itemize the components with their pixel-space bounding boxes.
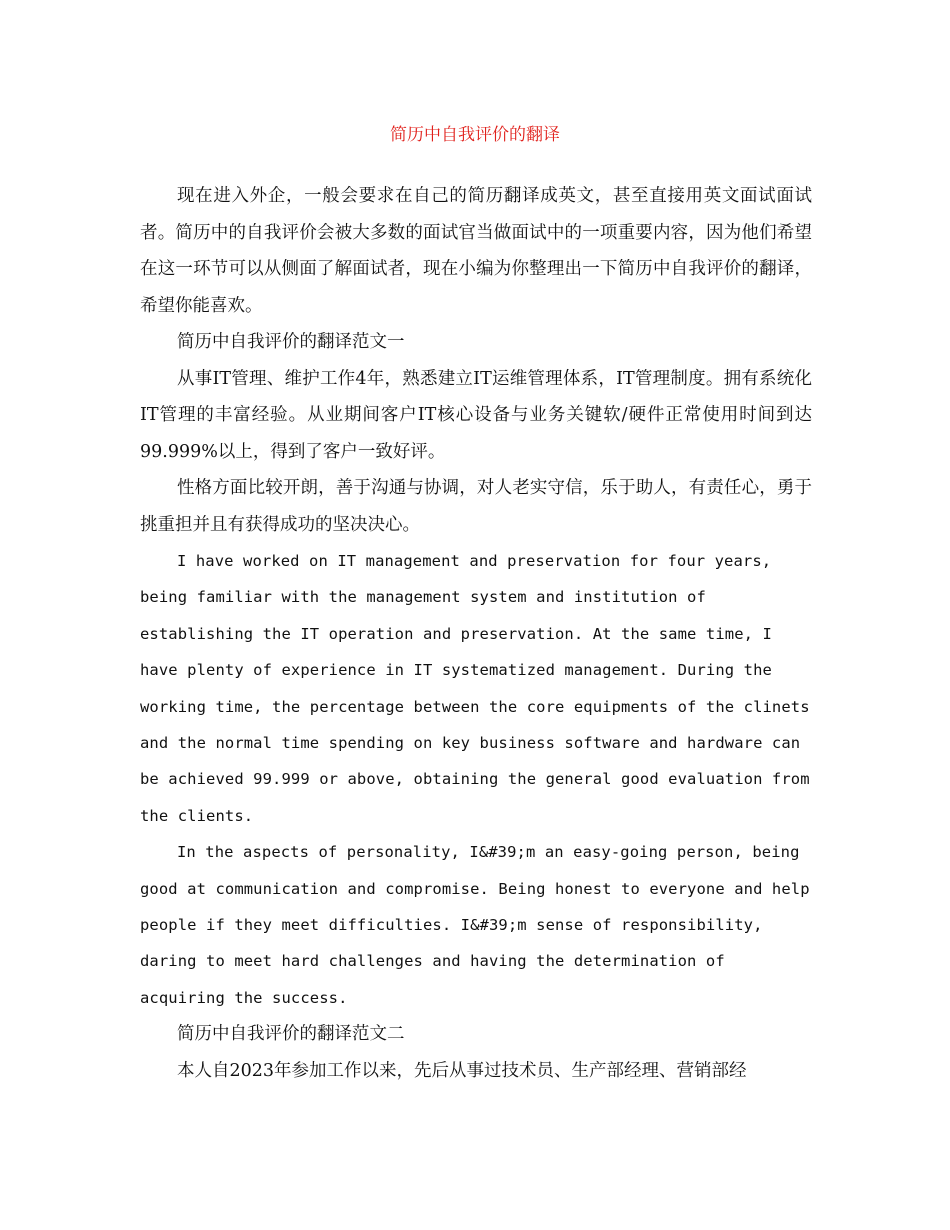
section-heading-2: 简历中自我评价的翻译范文二 <box>177 1024 405 1045</box>
section-heading-1: 简历中自我评价的翻译范文一 <box>177 332 405 352</box>
chinese-paragraph-2: 性格方面比较开朗，善于沟通与协调，对人老实守信，乐于助人，有责任心，勇于挑重担并且有获得成功的坚决决心。 <box>140 478 812 535</box>
document-title: 简历中自我评价的翻译 <box>390 125 560 145</box>
english-paragraph-2: In the aspects of personality, I&#39;m an easy-going person, being good at communication and compromise. Being honest to everyone and help people if they meet difficulties. I&#39;m sense of responsibility, daring to meet hard challenges and having the determination of acquiring the success. <box>140 843 810 1007</box>
english-paragraph-1: I have worked on IT management and preservation for four years, being familiar with the management system and institution of establishing the IT operation and preservation. At the same time, I have plenty of experience in IT systematized management. During the working time, the percentage between the core equipments of the clinets and the normal time spending on key business software and hardware can be achieved 99.999 or above, obtaining the general good evaluation from the clients. <box>140 552 810 825</box>
document-body <box>140 178 812 1089</box>
chinese-paragraph-1: 从事IT管理、维护工作4年，熟悉建立IT运维管理体系，IT管理制度。拥有系统化IT管理的丰富经验。从业期间客户IT核心设备与业务关键软/硬件正常使用时间到达99.999%以上，得到了客户一致好评。 <box>140 368 812 462</box>
chinese-paragraph-3: 本人自2023年参加工作以来，先后从事过技术员、生产部经理、营销部经 <box>177 1060 747 1081</box>
intro-paragraph: 现在进入外企，一般会要求在自己的简历翻译成英文，甚至直接用英文面试面试者。简历中的自我评价会被大多数的面试官当做面试中的一项重要内容，因为他们希望在这一环节可以从侧面了解面试者，现在小编为你整理出一下简历中自我评价的翻译，希望你能喜欢。 <box>140 186 812 316</box>
